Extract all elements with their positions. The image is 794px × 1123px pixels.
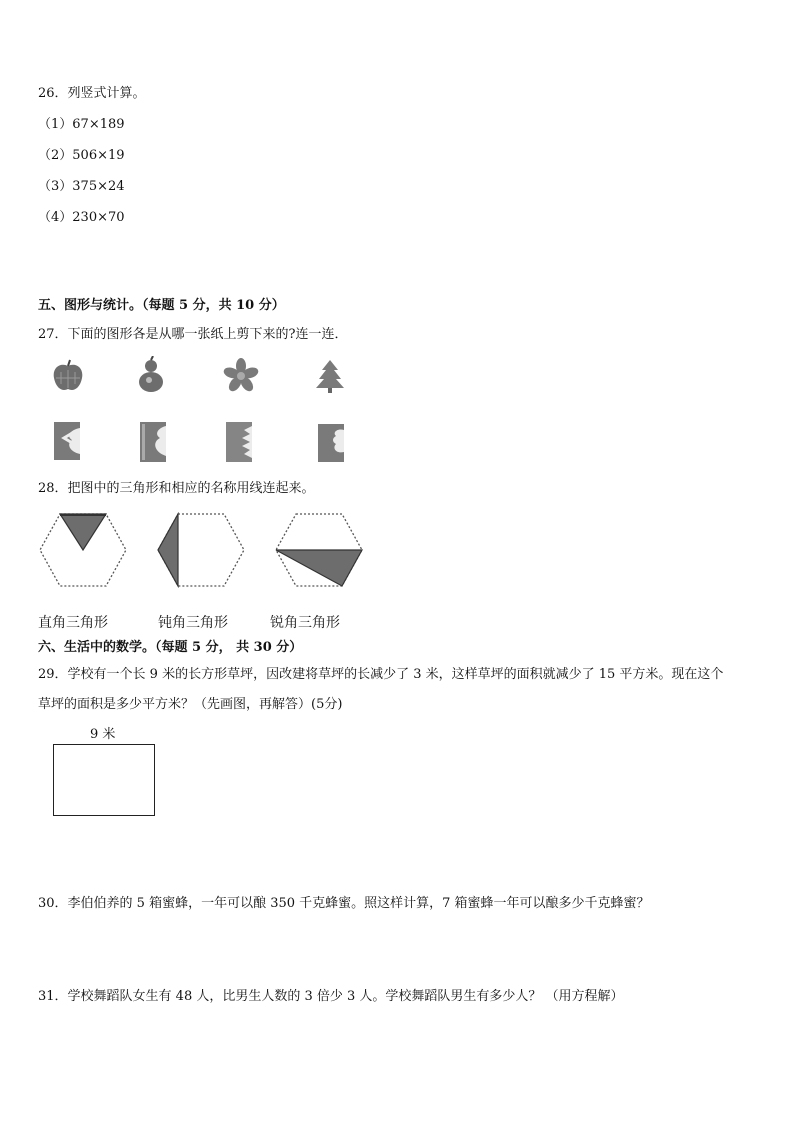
paper-with-cutout-1 <box>52 420 82 462</box>
q29-line-1: 29．学校有一个长 9 米的长方形草坪，因改建将草坪的长减少了 3 米，这样草坪的面积就减少了 15 平方米。现在这个 <box>38 667 724 682</box>
flower-icon <box>222 358 260 394</box>
hexagon-figure-2 <box>156 512 246 588</box>
paper-with-cutout-2 <box>138 420 168 464</box>
section-5-heading: 五、图形与统计。（每题 5 分，共 10 分） <box>38 298 285 313</box>
tree-icon <box>314 358 346 394</box>
q31-text: 31．学校舞蹈队女生有 48 人，比男生人数的 3 倍少 3 人。学校舞蹈队男生有多少人？ （用方程解） <box>38 989 624 1004</box>
label-acute-triangle: 锐角三角形 <box>270 615 340 631</box>
q29-figure-label: 9 米 <box>90 727 116 742</box>
q26-item-1: （1）67×189 <box>38 117 125 132</box>
gourd-icon <box>136 356 166 394</box>
section-6-heading: 六、生活中的数学。（每题 5 分， 共 30 分） <box>38 640 303 655</box>
apple-icon <box>50 358 86 394</box>
q27-title: 27．下面的图形各是从哪一张纸上剪下来的?连一连． <box>38 327 348 342</box>
q26-item-2: （2）506×19 <box>38 148 125 163</box>
hexagon-figure-3 <box>274 512 364 588</box>
hexagon-figure-1 <box>38 512 128 588</box>
paper-with-cutout-3 <box>224 420 254 464</box>
q26-item-3: （3）375×24 <box>38 179 125 194</box>
paper-with-cutout-4 <box>316 422 346 464</box>
label-right-triangle: 直角三角形 <box>38 615 108 631</box>
q29-rectangle-figure <box>53 744 155 816</box>
q28-title: 28．把图中的三角形和相应的名称用线连起来。 <box>38 481 315 496</box>
q26-title: 26．列竖式计算。 <box>38 86 146 101</box>
label-obtuse-triangle: 钝角三角形 <box>158 615 228 631</box>
q30-text: 30．李伯伯养的 5 箱蜜蜂，一年可以酿 350 千克蜂蜜。照这样计算，7 箱蜜蜂一年可以酿多少千克蜂蜜？ <box>38 896 650 911</box>
q29-line-2: 草坪的面积是多少平方米？（先画图，再解答）(5分) <box>38 697 343 712</box>
q26-item-4: （4）230×70 <box>38 210 125 225</box>
